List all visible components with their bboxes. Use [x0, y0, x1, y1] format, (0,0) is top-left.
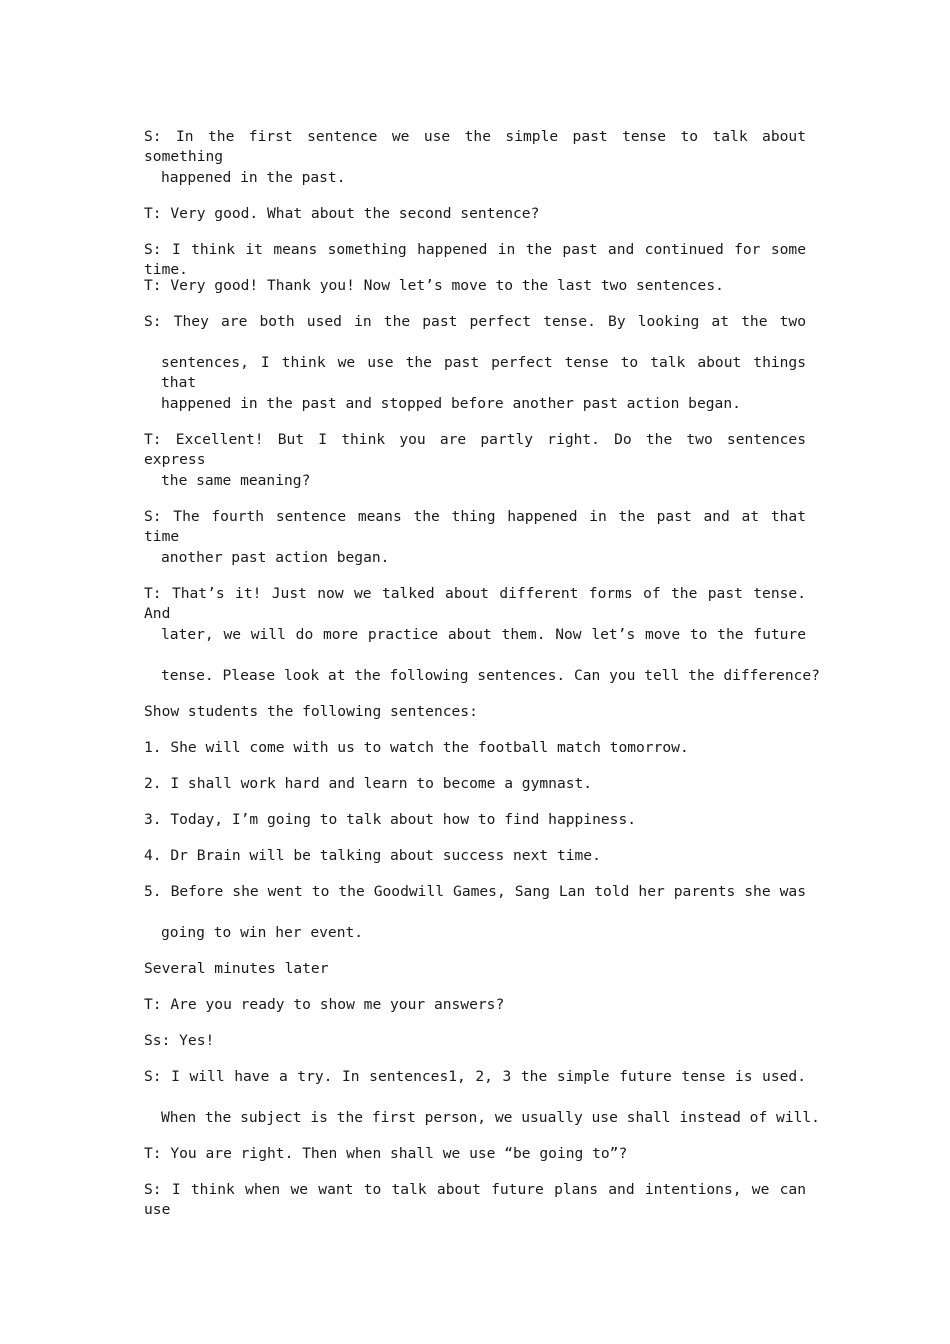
text-line: T: Are you ready to show me your answers?	[144, 996, 505, 1013]
text-line: another past action began.	[161, 549, 390, 566]
text-line: S: I think it means something happened in the past and continued for some time.	[144, 241, 806, 278]
text-line: S: In the first sentence we use the simple past tense to talk about something	[144, 128, 806, 165]
text-line: T: Excellent! But I think you are partly right. Do the two sentences express	[144, 431, 806, 468]
text-line: 1. She will come with us to watch the football match tomorrow.	[144, 739, 689, 756]
text-line: 2. I shall work hard and learn to become a gymnast.	[144, 775, 593, 792]
text-line: T: You are right. Then when shall we use “be going to”?	[144, 1145, 628, 1162]
text-line: S: I think when we want to talk about future plans and intentions, we can use	[144, 1181, 806, 1218]
text-line: S: I will have a try. In sentences1, 2, 3 the simple future tense is used.	[144, 1068, 806, 1085]
text-line: 3. Today, I’m going to talk about how to find happiness.	[144, 811, 637, 828]
text-line: Show students the following sentences:	[144, 703, 478, 720]
text-line: 5. Before she went to the Goodwill Games, Sang Lan told her parents she was	[144, 883, 806, 900]
text-line: Ss: Yes!	[144, 1032, 215, 1049]
text-line: T: Very good! Thank you! Now let’s move to the last two sentences.	[144, 277, 724, 294]
text-line: T: That’s it! Just now we talked about different forms of the past tense. And	[144, 585, 806, 622]
text-line: S: They are both used in the past perfect tense. By looking at the two	[144, 313, 806, 330]
text-line: tense. Please look at the following sentences. Can you tell the difference?	[161, 667, 820, 684]
text-line: Several minutes later	[144, 960, 329, 977]
text-line: going to win her event.	[161, 924, 364, 941]
text-line: T: Very good. What about the second sentence?	[144, 205, 540, 222]
text-line: happened in the past and stopped before another past action began.	[161, 395, 741, 412]
text-line: When the subject is the first person, we usually use shall instead of will.	[161, 1109, 820, 1126]
text-line: later, we will do more practice about them. Now let’s move to the future	[161, 626, 806, 643]
text-line: S: The fourth sentence means the thing happened in the past and at that time	[144, 508, 806, 545]
text-line: the same meaning?	[161, 472, 311, 489]
text-line: happened in the past.	[161, 169, 346, 186]
text-line: sentences, I think we use the past perfect tense to talk about things that	[161, 354, 806, 391]
text-line: 4. Dr Brain will be talking about success next time.	[144, 847, 601, 864]
